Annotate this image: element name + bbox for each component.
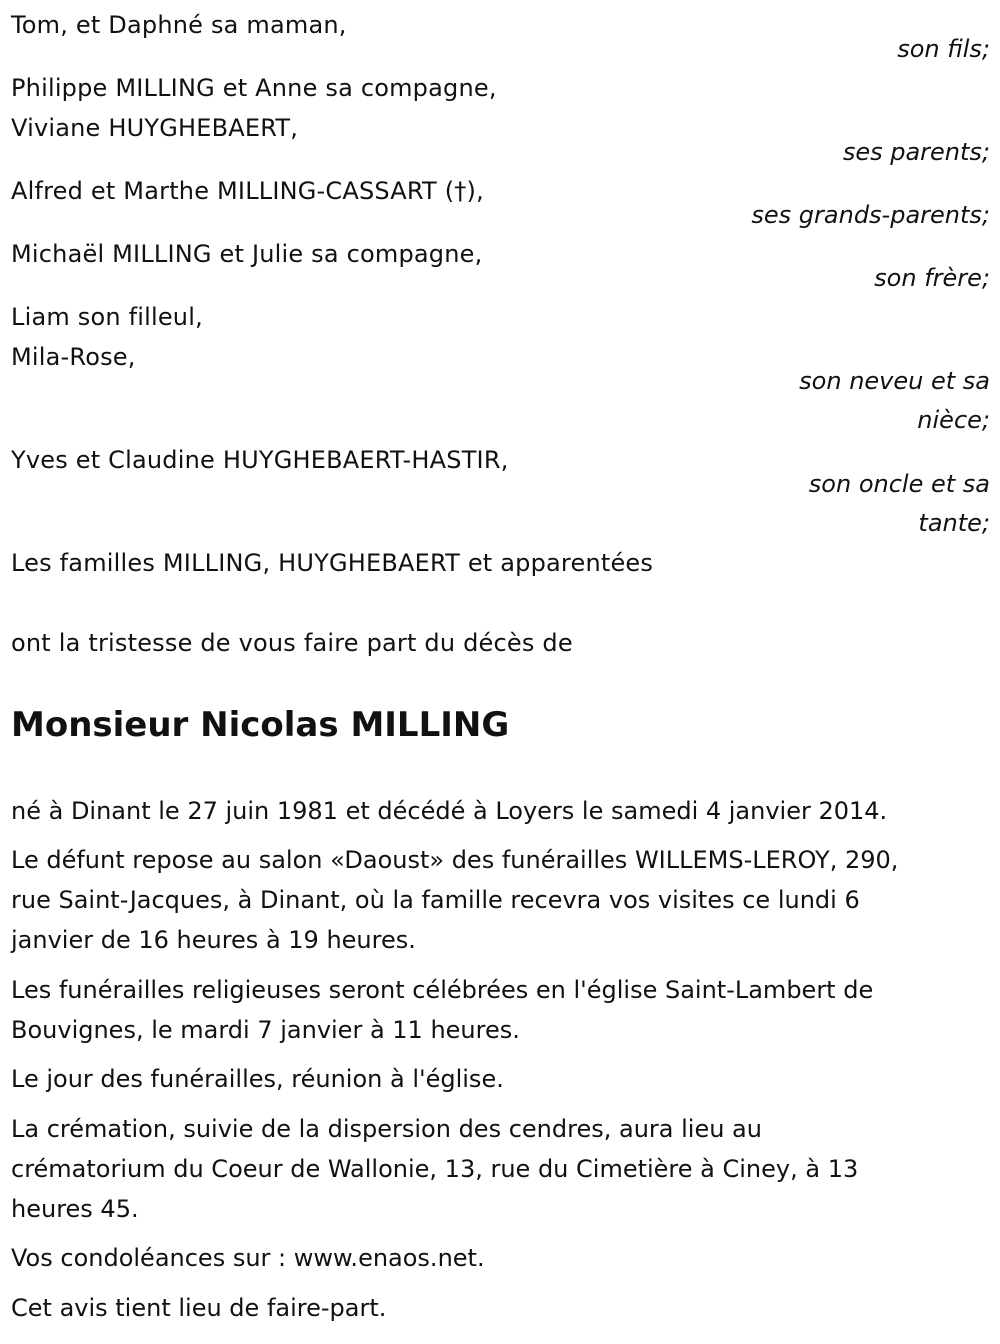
deceased-name: Monsieur Nicolas MILLING — [11, 705, 510, 745]
meeting-paragraph — [11, 1059, 986, 1099]
family-uncle-aunt-names: Yves et Claudine HUYGHEBAERT-HASTIR, — [11, 446, 509, 474]
cremation-line: crématorium du Coeur de Wallonie, 13, rue du Cimetière à Ciney, à 13 — [11, 1155, 859, 1183]
repose-line: janvier de 16 heures à 19 heures. — [11, 926, 416, 954]
family-grandparents-names: Alfred et Marthe MILLING-CASSART (†), — [11, 177, 484, 205]
cremation-line: heures 45. — [11, 1195, 139, 1223]
cremation-line: La crémation, suivie de la dispersion des cendres, aura lieu au — [11, 1115, 762, 1143]
condolences-paragraph — [11, 1238, 986, 1278]
condolences-line: Vos condoléances sur : www.enaos.net. — [11, 1244, 485, 1272]
family-brother-names: Michaël MILLING et Julie sa compagne, — [11, 240, 483, 268]
family-uncle-aunt-relation-2: tante; — [918, 509, 990, 537]
family-parents-relation: ses parents; — [842, 138, 990, 166]
cremation-paragraph — [11, 1109, 986, 1229]
family-nephew-niece-relation-1: son neveu et sa — [799, 367, 990, 395]
family-nephew-line1: Liam son filleul, — [11, 303, 203, 331]
birth-death-paragraph — [11, 791, 986, 831]
repose-line: Le défunt repose au salon «Daoust» des funérailles WILLEMS-LEROY, 290, — [11, 846, 899, 874]
funeral-line: Les funérailles religieuses seront célébrées en l'église Saint-Lambert de — [11, 976, 874, 1004]
birth-death-line: né à Dinant le 27 juin 1981 et décédé à Loyers le samedi 4 janvier 2014. — [11, 797, 888, 825]
family-son-names: Tom, et Daphné sa maman, — [11, 11, 347, 39]
funeral-line: Bouvignes, le mardi 7 janvier à 11 heures. — [11, 1016, 520, 1044]
family-nephew-niece-relation-2: nièce; — [917, 406, 990, 434]
repose-line: rue Saint-Jacques, à Dinant, où la famille recevra vos visites ce lundi 6 — [11, 886, 860, 914]
family-son-relation: son fils; — [897, 35, 990, 63]
notice-line: Cet avis tient lieu de faire-part. — [11, 1294, 387, 1322]
family-parents-line2: Viviane HUYGHEBAERT, — [11, 114, 299, 142]
announcement-text: ont la tristesse de vous faire part du décès de — [11, 629, 573, 657]
family-parents-line1: Philippe MILLING et Anne sa compagne, — [11, 74, 497, 102]
family-grandparents-relation: ses grands-parents; — [751, 201, 990, 229]
notice-paragraph — [11, 1288, 986, 1328]
family-extended: Les familles MILLING, HUYGHEBAERT et apparentées — [11, 549, 654, 577]
meeting-line: Le jour des funérailles, réunion à l'église. — [11, 1065, 504, 1093]
family-niece-line2: Mila-Rose, — [11, 343, 136, 371]
repose-paragraph — [11, 840, 986, 960]
family-brother-relation: son frère; — [874, 264, 990, 292]
family-uncle-aunt-relation-1: son oncle et sa — [808, 470, 990, 498]
funeral-paragraph — [11, 970, 986, 1050]
